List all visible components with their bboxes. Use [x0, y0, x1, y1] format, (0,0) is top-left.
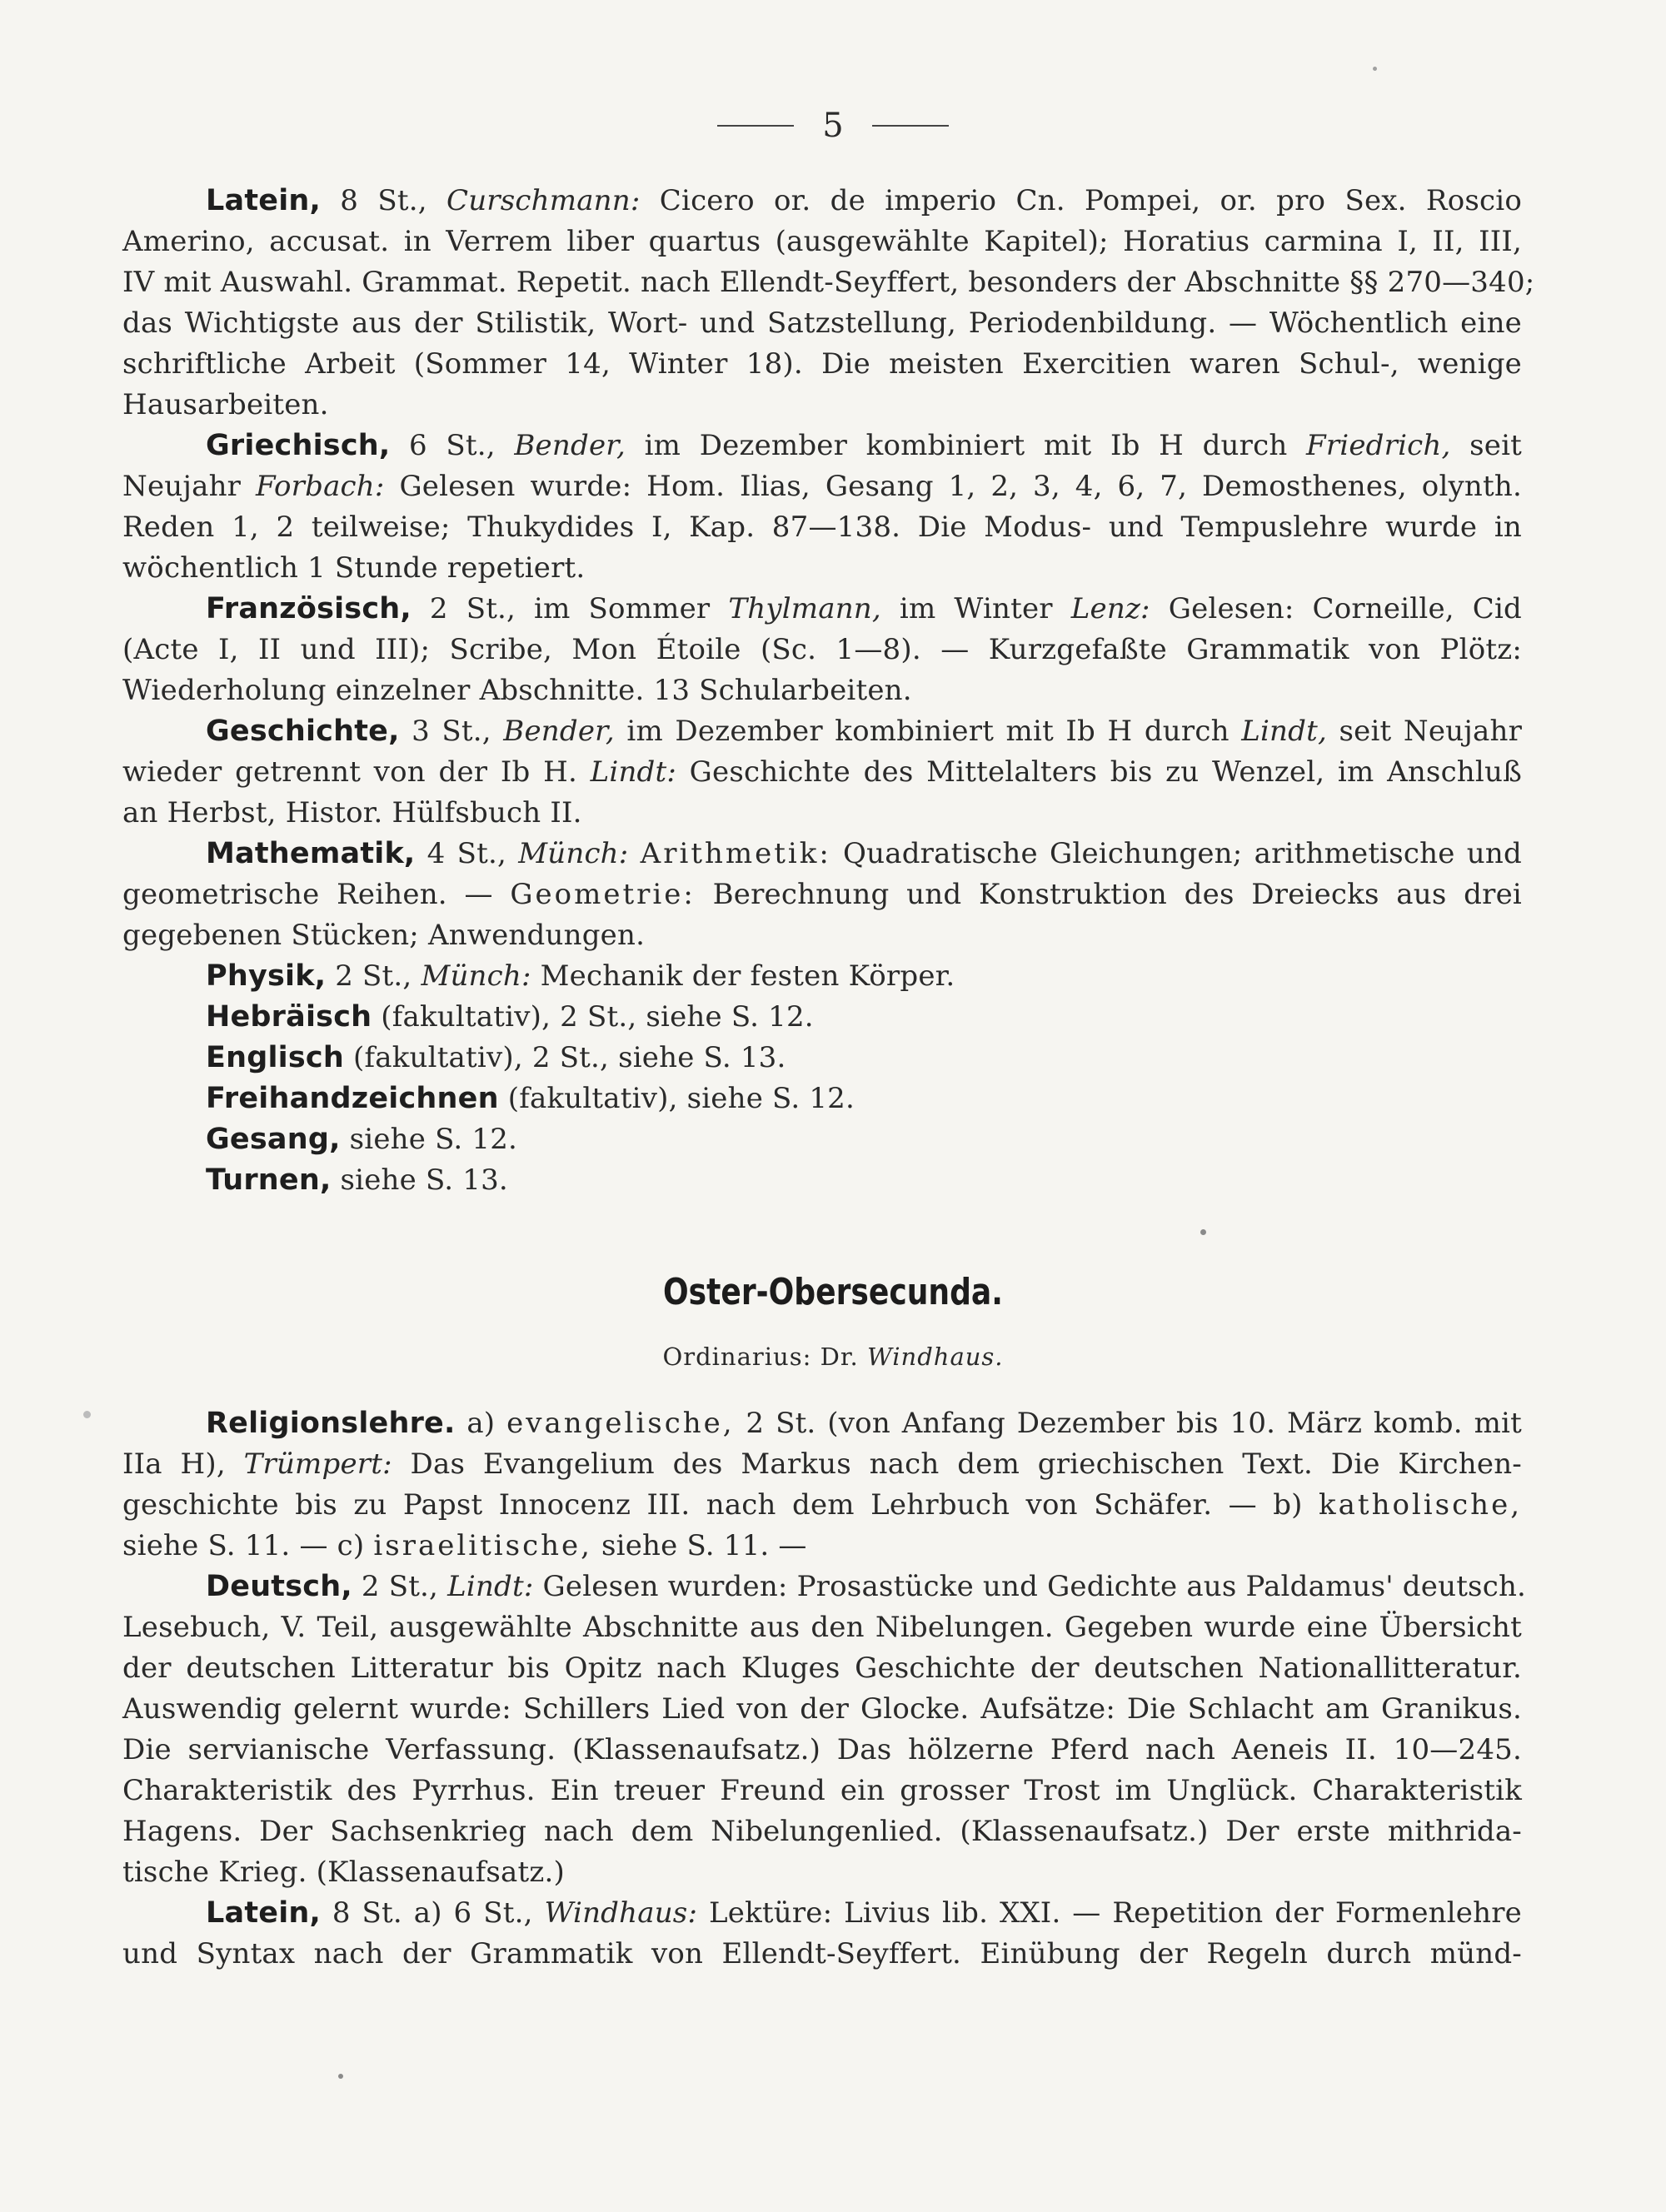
subject-heading-deutsch: Deutsch, — [206, 1570, 352, 1603]
text-line — [122, 507, 1522, 548]
text: tische Krieg. (Klassenaufsatz.) — [122, 1856, 565, 1889]
text-line — [122, 344, 1522, 385]
teacher-name: Friedrich, — [1306, 429, 1451, 462]
paragraph-geschichte — [122, 711, 1522, 752]
ordinarius-line — [0, 1343, 1666, 1371]
text: IIa H), — [122, 1447, 226, 1481]
subject-heading-mathematik: Mathematik, — [206, 837, 416, 870]
paragraph-physik — [122, 956, 1522, 997]
text: a) — [466, 1407, 496, 1440]
text: 2 St., — [335, 959, 412, 993]
text: Reden 1, 2 teilweise; Thukydides I, Kap. 87—138. Die Modus- und Tempuslehre wurde in — [122, 511, 1522, 544]
text: im Dezember kombiniert mit Ib H durch — [644, 429, 1288, 462]
text-line — [122, 752, 1522, 793]
paragraph-griechisch — [122, 426, 1522, 466]
text-line — [122, 1689, 1522, 1730]
text: an Herbst, Histor. Hülfsbuch II. — [122, 796, 582, 830]
text-line — [122, 630, 1522, 670]
section-oster-obersecunda — [122, 1403, 1527, 1975]
text: siehe S. 11. — — [601, 1529, 807, 1562]
teacher-name: Curschmann: — [446, 184, 641, 217]
subject-heading-englisch: Englisch — [206, 1041, 344, 1074]
paragraph-deutsch — [122, 1567, 1527, 1607]
text: siehe S. 12. — [349, 1123, 518, 1156]
text: (fakultativ), 2 St., siehe S. 12. — [381, 1000, 814, 1034]
text: (fakultativ), 2 St., siehe S. 13. — [353, 1041, 786, 1074]
text: siehe S. 13. — [340, 1163, 508, 1197]
text: 2 St., im Sommer — [429, 592, 711, 625]
text-line — [122, 1648, 1522, 1689]
text-line — [122, 1444, 1522, 1485]
paragraph-hebraeisch — [122, 997, 1522, 1038]
text-line — [122, 466, 1522, 507]
paragraph-latein — [122, 181, 1522, 222]
subject-heading-turnen: Turnen, — [206, 1163, 332, 1197]
text: das Wichtigste aus der Stilistik, Wort- und Satzstellung, Periodenbildung. — Wöchentlich eine — [122, 306, 1522, 340]
text: seit Neujahr — [1339, 715, 1523, 748]
text: Gelesen: Corneille, Cid — [1168, 592, 1523, 625]
subject-heading-physik: Physik, — [206, 959, 327, 993]
spaced-term: katholische, — [1319, 1488, 1522, 1522]
teacher-name: Trümpert: — [243, 1447, 392, 1481]
text: 6 St., — [408, 429, 496, 462]
text: wöchentlich 1 Stunde repetiert. — [122, 551, 586, 585]
subject-heading-latein: Latein, — [206, 184, 321, 217]
text: (fakultativ), siehe S. 12. — [507, 1082, 855, 1115]
subject-heading-latein: Latein, — [206, 1896, 321, 1930]
page-number-rule-left — [717, 125, 794, 127]
paragraph-englisch — [122, 1038, 1522, 1079]
teacher-name: Lenz: — [1070, 592, 1150, 625]
text: geschichte bis zu Papst Innocenz III. nach dem Lehrbuch von Schäfer. — b) — [122, 1488, 1303, 1522]
scan-speck — [338, 2074, 343, 2079]
subject-heading-franzoesisch: Französisch, — [206, 592, 412, 625]
teacher-name: Bender, — [514, 429, 626, 462]
text: 2 St. (von Anfang Dezember bis 10. März komb. mit — [746, 1407, 1522, 1440]
text: Cicero or. de imperio Cn. Pompei, or. pro Sex. Roscio — [659, 184, 1523, 217]
subject-heading-geschichte: Geschichte, — [206, 715, 400, 748]
text-line — [122, 222, 1522, 262]
teacher-name: Lindt, — [1241, 715, 1327, 748]
text: geometrische Reihen. — — [122, 878, 493, 911]
page-number-text: 5 — [822, 107, 844, 145]
ordinarius-label: Ordinarius: — [662, 1343, 812, 1371]
subject-heading-hebraeisch: Hebräisch — [206, 1000, 372, 1034]
text: Lektüre: Livius lib. XXI. — Repetition der Formenlehre — [708, 1896, 1523, 1930]
text-line — [122, 874, 1522, 915]
text-line — [122, 915, 1522, 956]
text: Berechnung und Konstruktion des Dreiecks aus drei — [712, 878, 1522, 911]
text: schriftliche Arbeit (Sommer 14, Winter 18). Die meisten Exercitien waren Schul-, wenige — [122, 347, 1522, 381]
subject-heading-freihandzeichnen: Freihandzeichnen — [206, 1082, 499, 1115]
text: Wiederholung einzelner Abschnitte. 13 Schularbeiten. — [122, 674, 912, 707]
paragraph-mathematik — [122, 834, 1522, 874]
text: siehe S. 11. — c) — [122, 1529, 365, 1562]
text-line — [122, 385, 1522, 426]
page-number-rule-right — [872, 125, 949, 127]
scan-speck — [1200, 1229, 1206, 1235]
text-line — [122, 1811, 1522, 1852]
text: IV mit Auswahl. Grammat. Repetit. nach Ellendt-Seyffert, besonders der Abschnitte §§ 270—340; — [122, 266, 1535, 299]
subject-heading-griechisch: Griechisch, — [206, 429, 391, 462]
teacher-name: Lindt: — [447, 1570, 534, 1603]
paragraph-franzoesisch — [122, 589, 1522, 630]
teacher-name: Windhaus: — [544, 1896, 698, 1930]
spaced-term: evangelische, — [506, 1407, 735, 1440]
text: Quadratische Gleichungen; arithmetische und — [843, 837, 1522, 870]
text: Neujahr — [122, 470, 242, 503]
text: Auswendig gelernt wurde: Schillers Lied von der Glocke. Aufsätze: Die Schlacht am Granikus. — [122, 1692, 1522, 1726]
text: Charakteristik des Pyrrhus. Ein treuer Freund ein grosser Trost im Unglück. Charakteristik — [122, 1774, 1522, 1807]
text-line — [122, 1526, 1522, 1567]
paragraph-turnen — [122, 1160, 1522, 1201]
text: Hausarbeiten. — [122, 388, 329, 421]
text: Die servianische Verfassung. (Klassenaufsatz.) Das hölzerne Pferd nach Aeneis II. 10—245. — [122, 1733, 1522, 1766]
text: 3 St., — [412, 715, 491, 748]
text-line — [122, 1852, 1522, 1893]
paragraph-religionslehre — [122, 1403, 1522, 1444]
text: der deutschen Litteratur bis Opitz nach Kluges Geschichte der deutschen Nationallitteratur. — [122, 1652, 1522, 1685]
subject-heading-gesang: Gesang, — [206, 1123, 341, 1156]
text: Gelesen wurden: Prosastücke und Gedichte aus Paldamus' deutsch. — [542, 1570, 1527, 1603]
text-line — [122, 1607, 1522, 1648]
ordinarius-title: Dr. — [820, 1343, 859, 1371]
paragraph-freihandzeichnen — [122, 1079, 1522, 1119]
paragraph-latein-obersecunda — [122, 1893, 1522, 1934]
text: wieder getrennt von der Ib H. — [122, 755, 577, 789]
text-line — [122, 303, 1522, 344]
paragraph-gesang — [122, 1119, 1522, 1160]
text-line — [122, 1485, 1522, 1526]
teacher-name: Münch: — [518, 837, 629, 870]
text: gegebenen Stücken; Anwendungen. — [122, 919, 646, 952]
page-number — [0, 107, 1666, 145]
teacher-name: Bender, — [503, 715, 615, 748]
teacher-name: Münch: — [421, 959, 531, 993]
text: Gelesen wurde: Hom. Ilias, Gesang 1, 2, 3, 4, 6, 7, Demosthenes, olynth. — [399, 470, 1522, 503]
text: Das Evangelium des Markus nach dem griechischen Text. Die Kirchen- — [410, 1447, 1522, 1481]
text-line — [122, 1730, 1522, 1771]
text-line — [122, 1934, 1522, 1975]
text: 2 St., — [361, 1570, 439, 1603]
text-line — [122, 262, 1535, 303]
text: Lesebuch, V. Teil, ausgewählte Abschnitte aus den Nibelungen. Gegeben wurde eine Übersicht — [122, 1611, 1522, 1644]
text: im Winter — [899, 592, 1053, 625]
text-line — [122, 1771, 1522, 1811]
subject-heading-religionslehre: Religionslehre. — [206, 1407, 456, 1440]
teacher-name: Forbach: — [256, 470, 385, 503]
text: Hagens. Der Sachsenkrieg nach dem Nibelungenlied. (Klassenaufsatz.) Der erste mithrida- — [122, 1815, 1522, 1848]
text: 8 St., — [340, 184, 427, 217]
ordinarius-person: Windhaus. — [866, 1343, 1004, 1371]
text: (Acte I, II und III); Scribe, Mon Étoile (Sc. 1—8). — Kurzgefaßte Grammatik von Plötz: — [122, 633, 1522, 666]
text-line — [122, 670, 1522, 711]
text-line — [122, 793, 1522, 834]
spaced-term: israelitische, — [373, 1529, 592, 1562]
section-title: Oster-Obersecunda. — [662, 1271, 1003, 1313]
scan-speck — [1373, 67, 1377, 71]
teacher-name: Thylmann, — [728, 592, 881, 625]
text: 4 St., — [426, 837, 507, 870]
text: Geschichte des Mittelalters bis zu Wenzel, im Anschluß — [689, 755, 1522, 789]
text-line — [122, 548, 1522, 589]
spaced-term: Geometrie: — [510, 878, 696, 911]
scan-speck — [83, 1411, 91, 1418]
teacher-name: Lindt: — [590, 755, 677, 789]
section-subjects-continued — [122, 181, 1535, 1201]
text: im Dezember kombiniert mit Ib H durch — [626, 715, 1230, 748]
spaced-term: Arithmetik: — [640, 837, 831, 870]
text: und Syntax nach der Grammatik von Ellendt-Seyffert. Einübung der Regeln durch münd- — [122, 1937, 1522, 1970]
text: Mechanik der festen Körper. — [540, 959, 955, 993]
text: Amerino, accusat. in Verrem liber quartus (ausgewählte Kapitel); Horatius carmina I, II, III, — [122, 225, 1522, 258]
text: 8 St. a) 6 St., — [332, 1896, 533, 1930]
text: seit — [1469, 429, 1523, 462]
